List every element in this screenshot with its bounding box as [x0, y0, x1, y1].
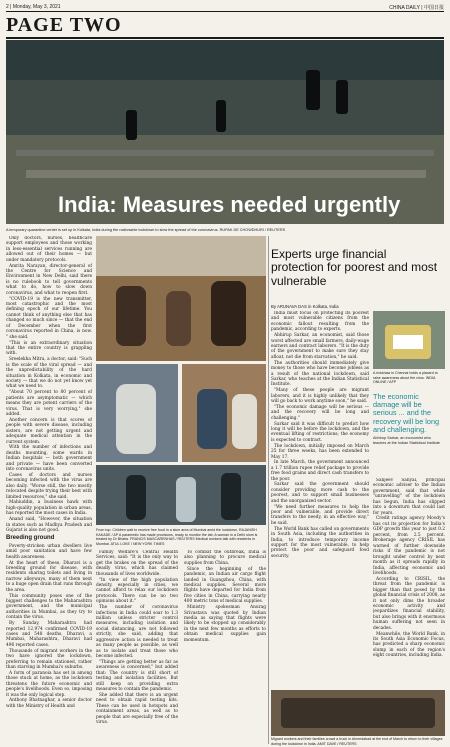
story-paragraph: This community poses one of the biggest challenges to the Maharashtra government, and the municipal authorities in Mumbai, as they try to contain the virus.: [6, 593, 92, 621]
feature-paragraph: The lockdown, initially imposed on March 25 for three weeks, has been extended to May 17.: [271, 443, 369, 460]
story-paragraph: She added that there is an urgent need to obtain rapid testing kits. These can be used in hotspots and containment areas, as well as to people that are especially free of the virus.: [96, 692, 178, 726]
story-paragraph: "About 70 percent to 80 percent of patients are asymptomatic — which means they are potent carriers of the virus. That is very worrying," she added.: [6, 390, 92, 417]
section-title: PAGE TWO: [6, 14, 122, 36]
main-story-col2a: [96, 550, 178, 744]
story-paragraph: Poverty-stricken urban dwellers live amid poor sanitation and have few health awareness.: [6, 543, 92, 560]
feature-headline: Experts urge financial protection for poorest and most vulnerable: [271, 247, 438, 288]
story-paragraph: "This is an extraordinary situation that the entire country is grappling with.: [6, 340, 92, 357]
pull-quote-attribution: Abhirup Sarkar, an economist who teaches at the Indian Statistical Institute: [373, 436, 440, 445]
migrant-truck-photo: [271, 690, 445, 736]
hero-headline: India: Measures needed urgently: [58, 192, 401, 217]
story-paragraph: With the number of infections and deaths mounting, some wards in Indian hospitals — both government and private — have been converted into coronavirus units.: [6, 445, 92, 473]
feature-paragraph: Sarkar said it was difficult to predict how long it will be before the lockdown, and the eventual lifting of restrictions; the economy is expected to contract.: [271, 421, 369, 443]
feature-paragraph: According to CRISIL, the threat from the pandemic is bigger than that posed by the global financial crisis of 2008, as it not only dims the broader economic activity and jeopardizes financial stability, but also brings with it enormous human suffering not seen in decades.: [373, 576, 445, 631]
clinic-photo: [182, 364, 266, 462]
publication-name: CHINA DAILY | 中国日报: [389, 5, 444, 11]
rickshaw-credit: INDIA ONLINE / AFP: [373, 375, 436, 385]
story-paragraph: Another concern is that scores of people with severe disease, including sisters, are not getting urgent and adequate medical attention in the current system.: [6, 417, 92, 445]
paramedic-photo: [96, 364, 178, 462]
feature-paragraph: "Many of these people are migrant laborers, and it is highly unlikely that they will go back to work anytime soon," he said.: [271, 388, 369, 405]
story-paragraph: Only doctors, nurses, healthcare support employees and those working in less-essential services running are allowed out of their homes — but under mandatory protocols.: [6, 236, 92, 263]
feature-paragraph: Sarkar said the government should consider providing more cash to the poorest, and to support small businesses and the unorganized sector.: [271, 482, 369, 504]
feature-byline: By ARUNAVA DAS in Kolkata, India: [271, 304, 339, 309]
hero-photo-bed-row: [26, 170, 426, 178]
story-paragraph: Anthony Bhatnaghar, a senior doctor with the Ministry of Health and: [6, 698, 92, 709]
story-paragraph: "COVID-19 is the new transmitter, most catastrophic and the most defining epoch of our lifetime. You cannot think of anything else that has changed so much since — that the end of December when the first coronavirus reported in China, is now. " she said.: [6, 296, 92, 340]
top-rule: [6, 11, 444, 12]
story-paragraph: At the heart of these, Dharavi is a breeding ground for disease, with residents sharing toilets and living in narrow alleyways, many of them next to a huge open drain that runs through the area.: [6, 560, 92, 593]
feature-paragraph: India must focus on protecting its poorest and most vulnerable citizens from the economic fallout resulting from the pandemic, according to experts.: [271, 311, 369, 333]
story-paragraph: The number of coronavirus infections in India could soar to 1.3 million unless stricter control measures, including isolation and social distancing, are not followed strictly, she said, adding that aggressive action is needed to treat as many people as possible, as well as to isolate and treat those who become infected.: [96, 605, 178, 660]
story-paragraph: A form of paranoia has set in among those stuck at home, as the lockdown threatens the future economic and people's livelihoods. Even so, imposing it was the only logical step.: [6, 670, 92, 698]
feature-paragraph: Abhirup Sarkar, an economist, said those worst affected are small farmers, daily-wage earners and contract laborers. "It is the duty of the government to make sure they stay afloat, not die from starvation," he said.: [271, 333, 369, 360]
story-paragraph: Mahiuddin, a business hawk with high-quality population in urban areas, has reported the most cases in India.: [6, 500, 92, 517]
feature-paragraph: In late March, the government announced a 1.7 trillion rupee relief package to provide free food grains and direct cash transfers to the poor.: [271, 460, 369, 482]
story-paragraph: Cases of doctors and nurses becoming infected with the virus are also daily. "Worse still, the two mostly relocated despite trying their best with limited resources," she said.: [6, 472, 92, 500]
pull-quote: [373, 393, 445, 446]
story-paragraph: Ministry spokesman Anurag Srivastava was quoted by Indian media as saying that flights were likely to be stopped up considerably in the next few months as efforts to obtain medical supplies gain momentum.: [184, 605, 266, 643]
story-paragraph: Amrita Narayan, director-general of the Centre for Science and Environment in New Delhi, said there is no rulebook to tell governments what to do, how to slow down coronavirus, and what to reopen first.: [6, 263, 92, 296]
feature-paragraph: "The economic damage will be serious — and the recovery will be long and challenging.": [271, 404, 369, 421]
feature-paragraph: The authorities should immediately give money to those who have become jobless as a result of the national lockdown, said Sarkar, who teaches at the Indian Statistical Institute.: [271, 360, 369, 388]
rickshaw-caption: [373, 371, 445, 385]
rickshaw-photo: [373, 311, 445, 369]
story-paragraph: Family Welfare's Central Health Services, said: "It is the only way to get the brakes on the spread of the deadly virus, which has claimed thousands of lives worldwide.: [96, 550, 178, 577]
story-paragraph: "Things are getting better as far as awareness is concerned," but added that: The country is still short of testing and isolation facilities. But still keep on providing extra measures to contain the pandemic.: [96, 659, 178, 693]
rickshaw-caption-text: A rickshaw in Chennai holds a placard to raise awareness about the virus.: [373, 371, 438, 380]
main-story-col1: [6, 236, 92, 744]
subhead: Breeding ground: [6, 535, 55, 542]
story-paragraph: To combat the outbreak, India is also planning to procure medical supplies from China.: [184, 550, 266, 566]
story-paragraph: Anand said, "However, the situation in states such as Madhya Pradesh and Gujarat is also not good.: [6, 517, 92, 533]
feature-paragraph: Meanwhile, the World Bank, in its South Asia Economic Focus, has predicted a sharp economic slump in each of the region's eight countries, including India.: [373, 631, 445, 659]
hero-photo-sky: [6, 40, 444, 80]
bottom-caption: Migrant workers and their families crowd a truck in Ahmedabad at the end of March to return to their villages during the lockdown in India. AMIT DAVE / REUTERS: [271, 737, 443, 746]
feature-paragraph: Credit ratings agency Moody's has cut its projection for India's GDP growth this year to just 0.2 percent, from 2.5 percent. Brokerage agency CRISIL has warned of further downside risks if the pandemic is not brought under control by next month as it spreads rapidly in India, affecting economic and livelihoods.: [373, 516, 445, 576]
hero-photo-bed-row: [16, 150, 434, 156]
story-paragraph: Sreelekha Mitra, a doctor, said: "Such is the scale of the viral spread — and the unpredictability of the hard situation in Kolkata, in economic and society — that we do not yet know yet what we need to.: [6, 357, 92, 390]
feature-paragraph: Sanjeev Sanyal, principal economic adviser to the Indian government, said that while "unravelling" of the lockdown has begun, India has slipped into a downturn that could last for years.: [373, 478, 445, 516]
main-story-col2b: [184, 550, 266, 744]
story-paragraph: Since the beginning of the pandemic, an Indian air cargo flight landed in Guangzhou, China, with medical supplies. Several more flights have departed for India from five cities in China, carrying nearly 400 metric tons of medical supplies.: [184, 566, 266, 605]
publication-label-cn: 中国日报: [423, 5, 444, 11]
column-divider: [268, 236, 269, 744]
hero-photo-person: [126, 110, 137, 140]
story-paragraph: By Sunday, Maharashtra had reported 12,974 confirmed COVID-19 cases and 548 deaths, Dharavi, a Mumbai, Maharashtra, Dharavi had 496 reported cases.: [6, 621, 92, 648]
section-rule: [6, 37, 444, 39]
feature-paragraph: "We need further measures to help the poor and vulnerable, and provide direct transfers to the needy, in an effective way," he said.: [271, 504, 369, 526]
hero-photo-person: [306, 70, 320, 110]
photo-stack-caption: From top: Children wait to receive free food in a slum area of Mumbai amid the lockdown. RAJANISH KAKADE / AP A paramedic has made provisions, ready to monitor the lab; A woman in a Delhi slum is treated by Dr Bhatia. FRANCIS MASCARENHAS / REUTERS Medical workers talk with residents in Mumbai. ATUL LOKE / NEW YORK TIMES: [96, 528, 258, 546]
feature-paragraph: The World Bank has called on governments in South Asia, including the authorities in India, to introduce temporary income support for the most vulnerable, to help protect the poor and safeguard food security.: [271, 526, 369, 559]
hero-photo-person: [336, 80, 348, 114]
hero-photo: [6, 40, 444, 224]
hero-photo-person: [216, 100, 226, 132]
feature-col-b: [373, 478, 445, 688]
pull-quote-text: The economic damage will be serious ... and the recovery will be long and challenging.: [373, 392, 440, 434]
story-paragraph: Thousands of migrant workers in the two have ignored the lockdown, preferring to remain stationed, rather than starving in Mumbai's suburbs.: [6, 648, 92, 671]
hero-caption: A temporary quarantine center is set up in Kolkata, India during the nationwide lockdown to slow the spread of the coronavirus. RUPAK DE CHOWDHURI / REUTERS: [6, 228, 286, 232]
street-photo: [96, 465, 266, 525]
story-paragraph: "In view of the high population density, especially in cities, we cannot afford to relax our lockdown protocols. There can be no two opinions about it.": [96, 577, 178, 605]
publication-label: CHINA DAILY: [389, 5, 420, 11]
slum-photo: [96, 236, 266, 361]
page-info: 2 | Monday, May 3, 2021: [6, 4, 61, 10]
feature-col-a: [271, 311, 369, 687]
